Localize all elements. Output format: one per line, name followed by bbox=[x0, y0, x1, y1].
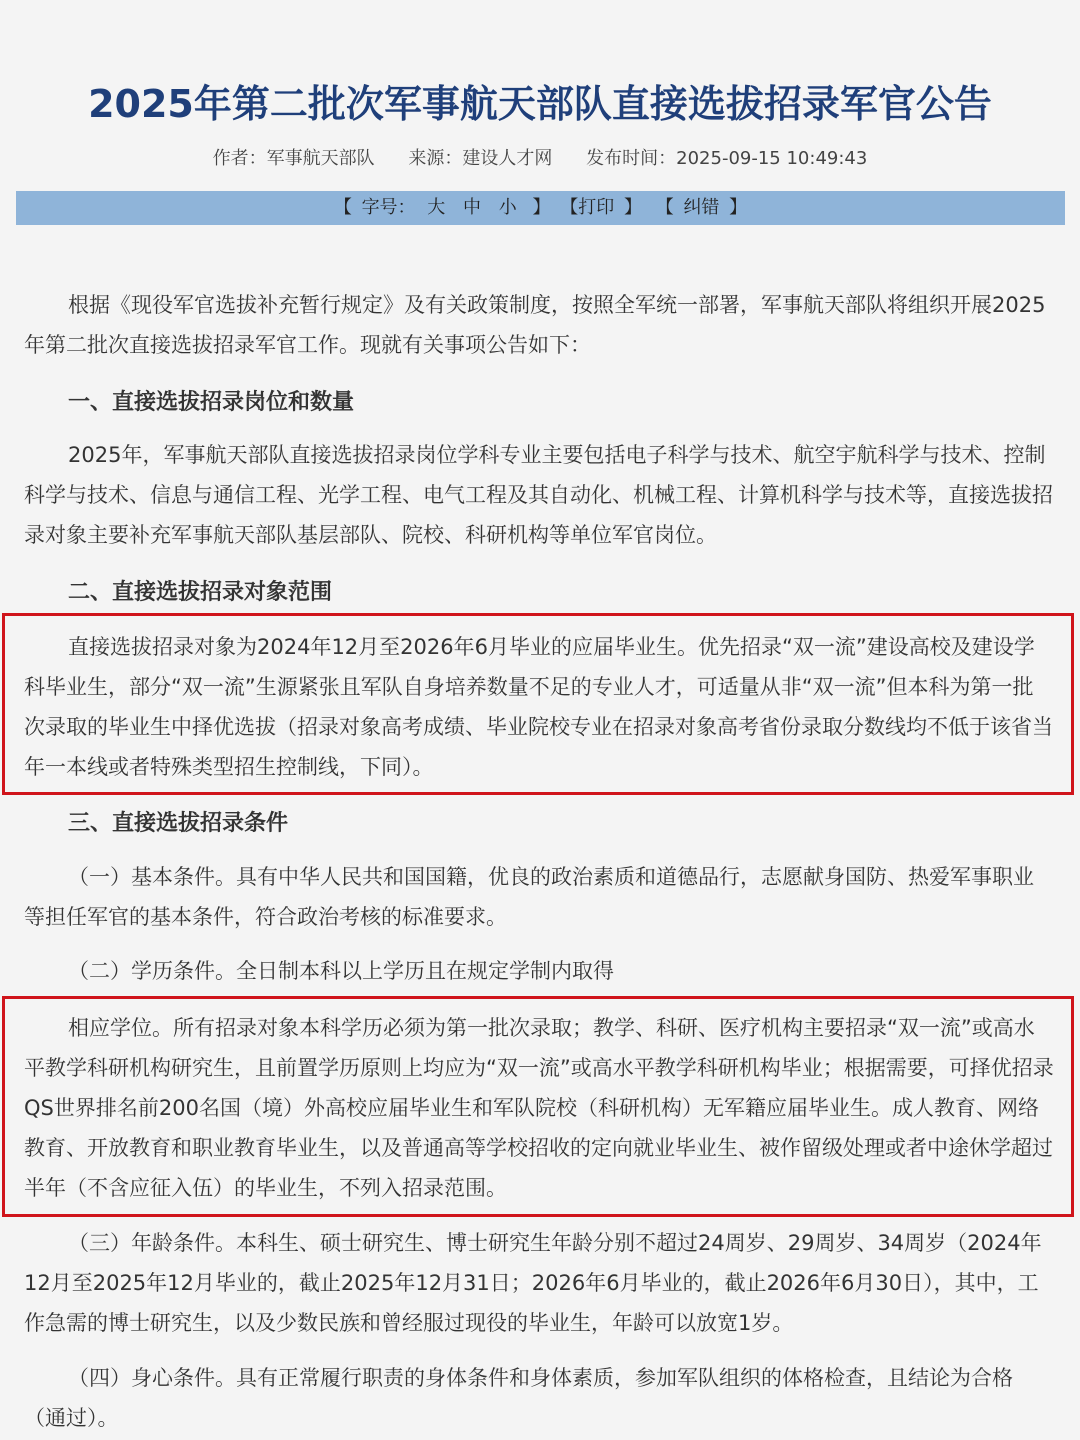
condition-education-continued: 相应学位。所有招录对象本科学历必须为第一批次录取；教学、科研、医疗机构主要招录“双一流”或高水平教学科研机构研究生，且前置学历原则上均应为“双一流”或高水平教学科研机构毕业；根据需要，可择优招录QS世界排名前200名国（境）外高校应届毕业生和军队院校（科研机构）无军籍应届毕业生。成人教育、网络教育、开放教育和职业教育毕业生，以及普通高等学校招收的定向就业毕业生、被作留级处理或者中途休学超过半年（不含应征入伍）的毕业生，不列入招录范围。 bbox=[24, 1016, 1054, 1200]
meta-published: 发布时间：2025-09-15 10:49:43 bbox=[586, 148, 868, 169]
report-error-button[interactable]: 纠错 bbox=[683, 197, 720, 218]
section1-heading: 一、直接选拔招录岗位和数量 bbox=[68, 390, 355, 415]
section1-paragraph: 2025年，军事航天部队直接选拔招录岗位学科专业主要包括电子科学与技术、航空宇航科学与技术、控制科学与技术、信息与通信工程、光学工程、电气工程及其自动化、机械工程、计算机科学与技术等，直接选拔招录对象主要补充军事航天部队基层部队、院校、科研机构等单位军官岗位。 bbox=[24, 443, 1053, 547]
condition-basic-paragraph: （一）基本条件。具有中华人民共和国国籍，优良的政治素质和道德品行，志愿献身国防、热爱军事职业等担任军官的基本条件，符合政治考核的标准要求。 bbox=[24, 865, 1034, 929]
font-size-medium-button[interactable]: 中 bbox=[463, 197, 482, 218]
condition-education-paragraph: （二）学历条件。全日制本科以上学历且在规定学制内取得 bbox=[68, 959, 614, 983]
font-size-label: 字号： bbox=[361, 197, 416, 218]
meta-source: 来源：建设人才网 bbox=[408, 148, 553, 169]
intro-paragraph: 根据《现役军官选拔补充暂行规定》及有关政策制度，按照全军统一部署，军事航天部队将组织开展2025年第二批次直接选拔招录军官工作。现就有关事项公告如下： bbox=[24, 293, 1046, 357]
toolbar-bracket-close: 】 bbox=[623, 197, 642, 218]
toolbar-bracket-close: 】 bbox=[729, 197, 748, 218]
condition-health-paragraph: （四）身心条件。具有正常履行职责的身体条件和身体素质，参加军队组织的体格检查，且结论为合格（通过）。 bbox=[24, 1366, 1013, 1430]
font-size-small-button[interactable]: 小 bbox=[498, 197, 517, 218]
article-meta bbox=[0, 144, 1080, 170]
condition-age-paragraph: （三）年龄条件。本科生、硕士研究生、博士研究生年龄分别不超过24周岁、29周岁、34周岁（2024年12月至2025年12月毕业的，截止2025年12月31日；2026年6月毕业的，截止2026年6月30日），其中，工作急需的博士研究生，以及少数民族和曾经服过现役的毕业生，年龄可以放宽1岁。 bbox=[24, 1231, 1042, 1335]
article-title: 2025年第二批次军事航天部队直接选拔招录军官公告 bbox=[88, 82, 992, 127]
section3-heading: 三、直接选拔招录条件 bbox=[68, 811, 289, 836]
meta-author: 作者：军事航天部队 bbox=[212, 148, 375, 169]
article-toolbar bbox=[16, 191, 1065, 225]
section2-heading: 二、直接选拔招录对象范围 bbox=[68, 580, 333, 605]
print-button[interactable]: 【打印 bbox=[560, 197, 615, 218]
section2-paragraph: 直接选拔招录对象为2024年12月至2026年6月毕业的应届毕业生。优先招录“双一流”建设高校及建设学科毕业生，部分“双一流”生源紧张且军队自身培养数量不足的专业人才，可适量从非“双一流”但本科为第一批次录取的毕业生中择优选拔（招录对象高考成绩、毕业院校专业在招录对象高考省份录取分数线均不低于该省当年一本线或者特殊类型招生控制线，下同）。 bbox=[24, 635, 1053, 779]
toolbar-bracket-open: 【 bbox=[655, 197, 674, 218]
font-size-large-button[interactable]: 大 bbox=[427, 197, 446, 218]
toolbar-bracket-open: 【 bbox=[333, 197, 352, 218]
toolbar-bracket-close: 】 bbox=[532, 197, 551, 218]
